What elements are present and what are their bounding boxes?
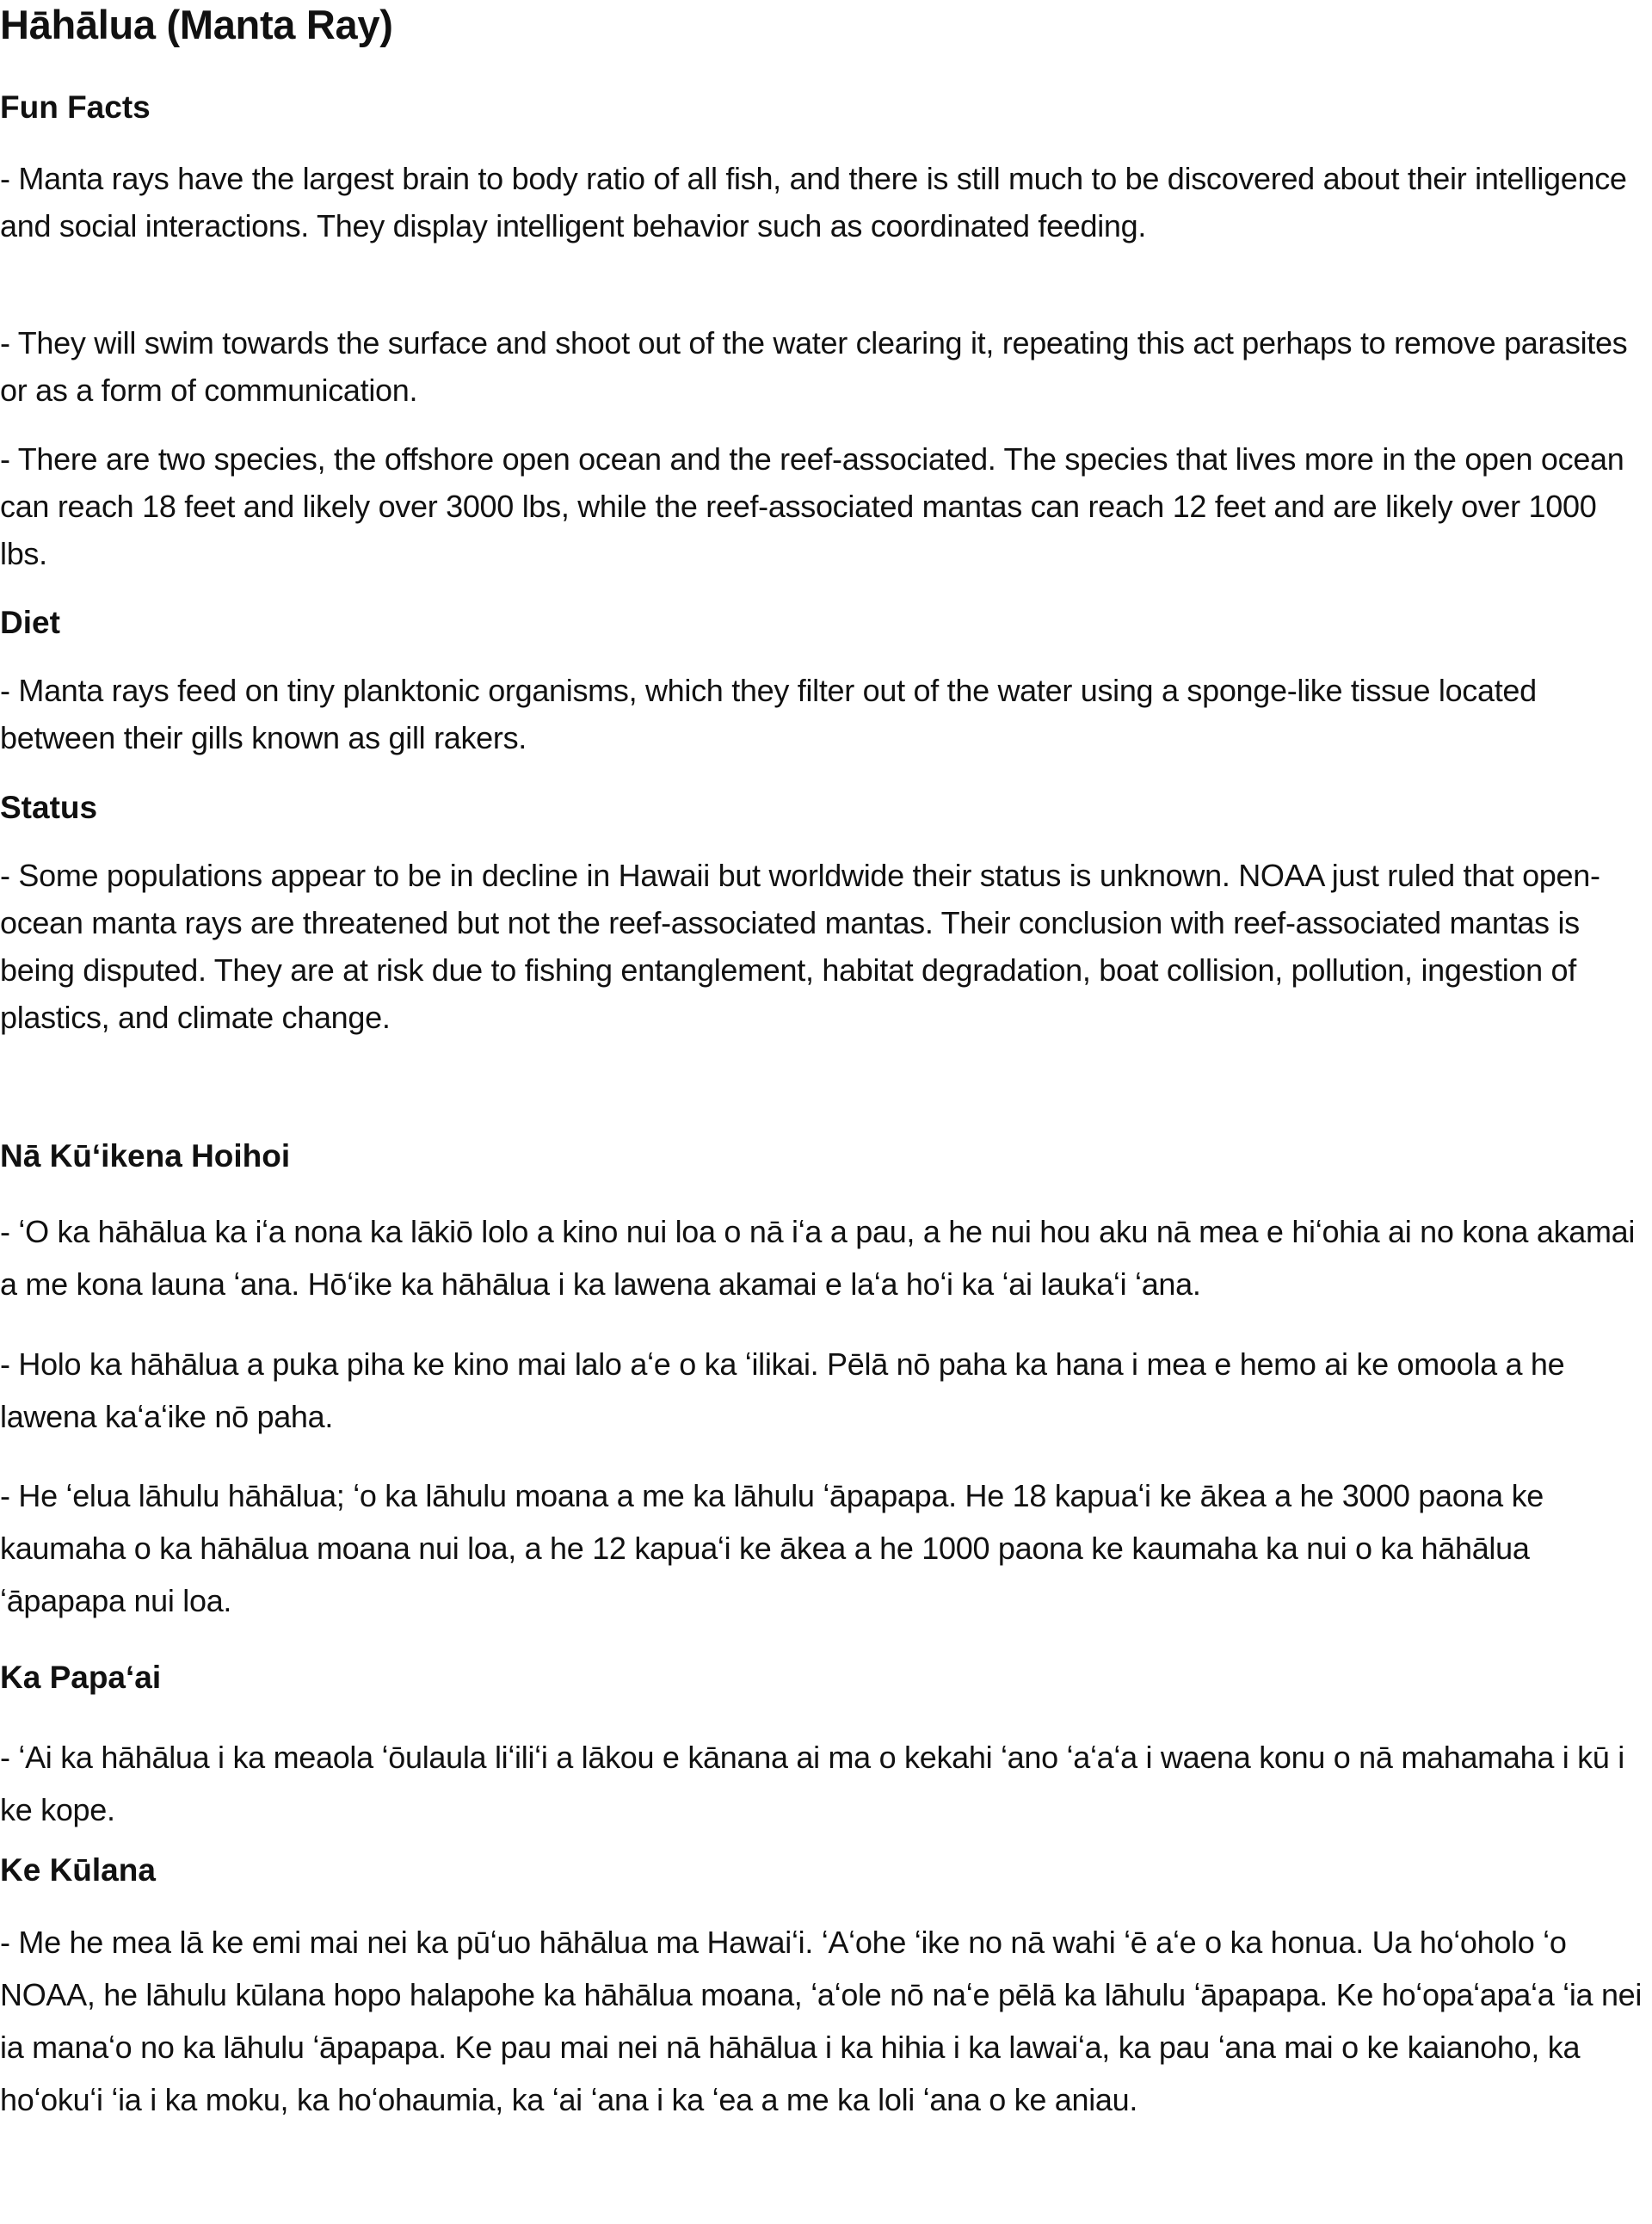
- kuikena-3: - He ʻelua lāhulu hāhālua; ʻo ka lāhulu moana a me ka lāhulu ʻāpapapa. He 18 kapuaʻi ke ākea a he 3000 paona ke kaumaha o ka hāhālua moana nui loa, a he 12 kapuaʻi ke ākea a he 1000 paona ke kaumaha ka nui o ka hāhālua ʻāpapapa nui loa.: [0, 1478, 1544, 1618]
- fun-fact-3: - There are two species, the offshore open ocean and the reef-associated. The species that lives more in the open ocean can reach 18 feet and likely over 3000 lbs, while the reef-associated mantas can reach 12 feet and are likely over 1000 lbs.: [0, 441, 1624, 571]
- fun-fact-1: - Manta rays have the largest brain to body ratio of all fish, and there is still much to be discovered about their intelligence and social interactions. They display intelligent behavior such as coordinated feeding.: [0, 161, 1627, 243]
- papaai-1: - ʻAi ka hāhālua i ka meaola ʻōulaula liʻiliʻi a lākou e kānana ai ma o kekahi ʻano ʻaʻaʻa i waena konu o nā mahamaha i kū i ke kope.: [0, 1740, 1624, 1827]
- kulana-1: - Me he mea lā ke emi mai nei ka pūʻuo hāhālua ma Hawaiʻi. ʻAʻohe ʻike no nā wahi ʻē aʻe o ka honua. Ua hoʻoholo ʻo NOAA, he lāhulu kūlana hopo halapohe ka hāhālua moana, ʻaʻole nō naʻe pēlā ka lāhulu ʻāpapapa. Ke hoʻopaʻapaʻa ʻia nei ia manaʻo no ka lāhulu ʻāpapapa. Ke pau mai nei nā hāhālua i ka hihia i ka lawaiʻa, ka pau ʻana mai o ke kaianoho, ka hoʻokuʻi ʻia i ka moku, ka hoʻohaumia, ka ʻai ʻana i ka ʻea a me ka loli ʻana o ke aniau.: [0, 1925, 1643, 2117]
- status-fact-1: - Some populations appear to be in decline in Hawaii but worldwide their status is unknown. NOAA just ruled that open-ocean manta rays are threatened but not the reef-associated mantas. Their conclusion with reef-associated mantas is being disputed. They are at risk due to fishing entanglement, habitat degradation, boat collision, pollution, ingestion of plastics, and climate change.: [0, 858, 1600, 1035]
- kuikena-2: - Holo ka hāhālua a puka piha ke kino mai lalo aʻe o ka ʻilikai. Pēlā nō paha ka hana i mea e hemo ai ke omoola a he lawena kaʻaʻike nō paha.: [0, 1346, 1565, 1434]
- fun-fact-2: - They will swim towards the surface and shoot out of the water clearing it, repeating this act perhaps to remove parasites or as a form of communication.: [0, 325, 1628, 408]
- heading-na-kuikena-hoihoi: Nā Kūʻikena Hoihoi: [0, 1138, 291, 1174]
- heading-ka-papaai: Ka Papaʻai: [0, 1660, 162, 1695]
- heading-status: Status: [0, 790, 98, 825]
- heading-ke-kulana: Ke Kūlana: [0, 1852, 156, 1888]
- kuikena-1: - ʻO ka hāhālua ka iʻa nona ka lākiō lolo a kino nui loa o nā iʻa a pau, a he nui hou aku nā mea e hiʻohia ai no kona akamai a me kona launa ʻana. Hōʻike ka hāhālua i ka lawena akamai e laʻa hoʻi ka ʻai laukaʻi ʻana.: [0, 1214, 1636, 1302]
- heading-fun-facts: Fun Facts: [0, 89, 151, 125]
- heading-diet: Diet: [0, 605, 60, 640]
- page-title: Hāhālua (Manta Ray): [0, 2, 393, 47]
- diet-fact-1: - Manta rays feed on tiny planktonic organisms, which they filter out of the water using a sponge-like tissue located between their gills known as gill rakers.: [0, 673, 1537, 755]
